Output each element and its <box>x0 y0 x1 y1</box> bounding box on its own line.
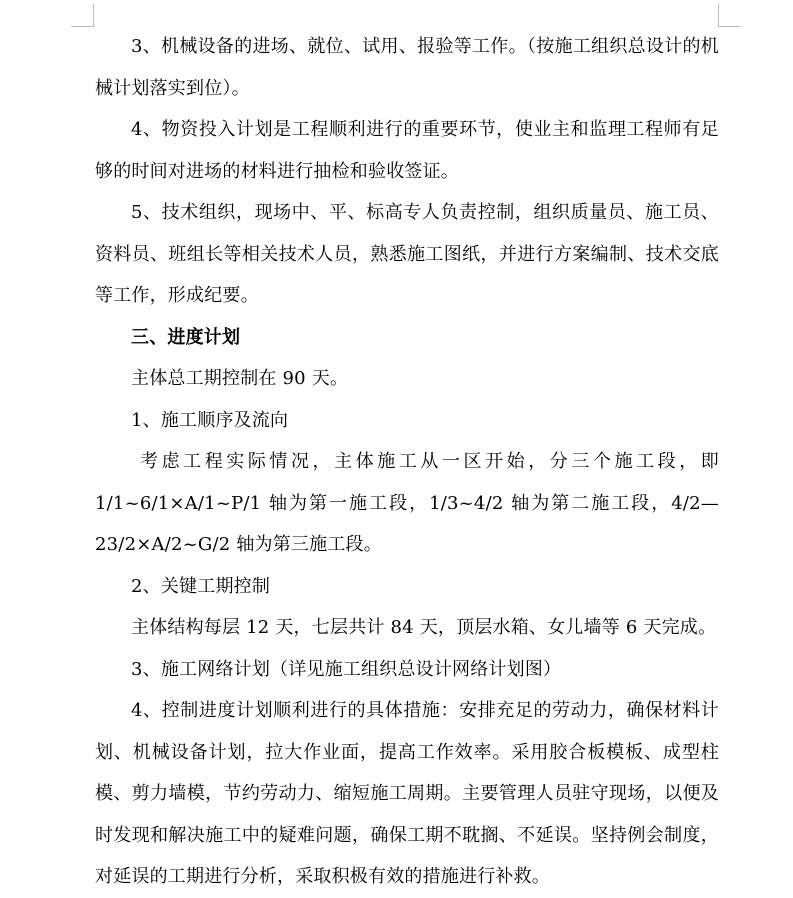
page-corner-mark-left <box>71 4 94 27</box>
page-corner-mark-right <box>718 4 741 27</box>
subheading-network-plan: 3、施工网络计划（详见施工组织总设计网络计划图） <box>131 658 562 680</box>
paragraph-schedule-measures: 4、控制进度计划顺利进行的具体措施：安排充足的劳动力，确保材料计划、机械设备计划，拉大作业面，提高工作效率。采用胶合板模板、成型柱模、剪力墙模，节约劳动力、缩短施工周期。主要管理人员驻守现场，以便及时发现和解决施工中的疑难问题，确保工期不耽搁、不延误。坚持例会制度，对延误的工期进行分析，采取积极有效的措施进行补救。 <box>95 700 719 887</box>
paragraph-floor-duration: 主体结构每层 12 天，七层共计 84 天，顶层水箱、女儿墙等 6 天完成。 <box>131 617 717 638</box>
paragraph-technical-organization: 5、技术组织，现场中、平、标高专人负责控制，组织质量员、施工员、资料员、班组长等相关技术人员，熟悉施工图纸，并进行方案编制、技术交底等工作，形成纪要。 <box>95 202 719 306</box>
paragraph-construction-sections: 考虑工程实际情况，主体施工从一区开始，分三个施工段，即 1/1~6/1×A/1~P/1 轴为第一施工段，1/3~4/2 轴为第二施工段，4/2—23/2×A/2~G/2 轴为第三施工段。 <box>95 451 719 555</box>
paragraph-equipment-entry: 3、机械设备的进场、就位、试用、报验等工作。（按施工组织总设计的机械计划落实到位）。 <box>95 36 719 99</box>
subheading-construction-sequence: 1、施工顺序及流向 <box>131 409 289 431</box>
paragraph-material-plan: 4、物资投入计划是工程顺利进行的重要环节，使业主和监理工程师有足够的时间对进场的材料进行抽检和验收签证。 <box>95 119 719 182</box>
section-heading-schedule: 三、进度计划 <box>131 326 241 348</box>
paragraph-total-duration: 主体总工期控制在 90 天。 <box>131 368 349 389</box>
document-page <box>95 26 719 898</box>
subheading-key-schedule-control: 2、关键工期控制 <box>131 575 271 597</box>
